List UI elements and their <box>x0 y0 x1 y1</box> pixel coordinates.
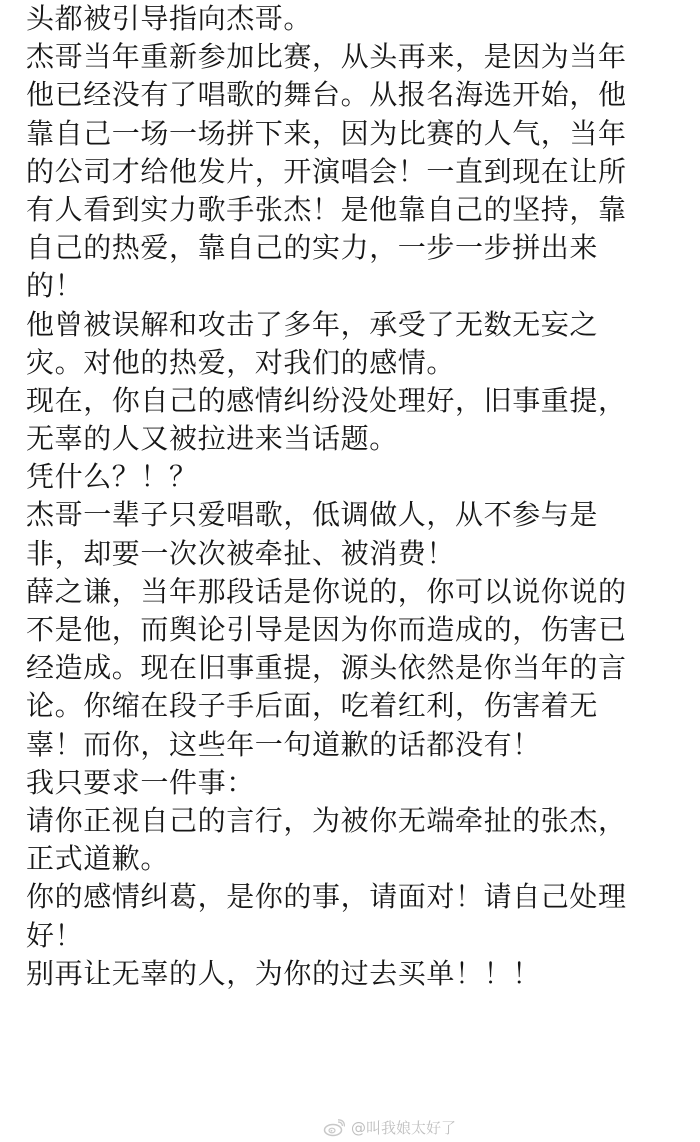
text-line: 灾。对他的热爱，对我们的感情。 <box>26 345 456 379</box>
text-line: 头都被引导指向杰哥。 <box>26 2 313 35</box>
text-line: 不是他，而舆论引导是因为你而造成的，伤害已 <box>26 613 627 646</box>
text-line: 你的感情纠葛，是你的事，请面对！请自己处理 <box>26 880 627 914</box>
text-line: 现在，你自己的感情纠纷没处理好，旧事重提， <box>26 383 627 417</box>
watermark <box>323 1117 456 1138</box>
text-line: 论。你缩在段子手后面，吃着红利，伤害着无 <box>26 689 599 723</box>
post-body <box>26 0 686 993</box>
watermark-text: @叫我娘太好了 <box>350 1119 456 1137</box>
text-line: 凭什么？！？ <box>26 460 198 494</box>
text-line: 的！ <box>26 269 84 303</box>
text-line: 他曾被误解和攻击了多年，承受了无数无妄之 <box>26 307 599 341</box>
text-line: 的公司才给他发片，开演唱会！一直到现在让所 <box>26 154 627 188</box>
text-line: 我只要求一件事： <box>26 765 255 799</box>
text-line: 无辜的人又被拉进来当话题。 <box>26 422 398 456</box>
text-line: 经造成。现在旧事重提，源头依然是你当年的言 <box>26 651 627 685</box>
text-line: 有人看到实力歌手张杰！是他靠自己的坚持，靠 <box>26 192 627 226</box>
text-line: 好！ <box>26 918 84 952</box>
text-line: 薛之谦，当年那段话是你说的，你可以说你说的 <box>26 574 627 608</box>
text-line: 他已经没有了唱歌的舞台。从报名海选开始，他 <box>26 78 627 112</box>
weibo-logo-icon <box>323 1119 345 1137</box>
text-line: 自己的热爱，靠自己的实力，一步一步拼出来 <box>26 231 599 265</box>
text-line: 非，却要一次次被牵扯、被消费！ <box>26 536 456 570</box>
text-line: 杰哥一辈子只爱唱歌，低调做人，从不参与是 <box>26 498 599 532</box>
text-line: 杰哥当年重新参加比赛，从头再来，是因为当年 <box>26 40 627 74</box>
text-line: 请你正视自己的言行，为被你无端牵扯的张杰， <box>26 803 627 837</box>
text-line: 正式道歉。 <box>26 842 170 876</box>
text-line: 靠自己一场一场拼下来，因为比赛的人气，当年 <box>26 116 627 150</box>
text-line: 别再让无辜的人，为你的过去买单！！！ <box>26 956 541 990</box>
text-line: 辜！而你，这些年一句道歉的话都没有！ <box>26 727 541 761</box>
